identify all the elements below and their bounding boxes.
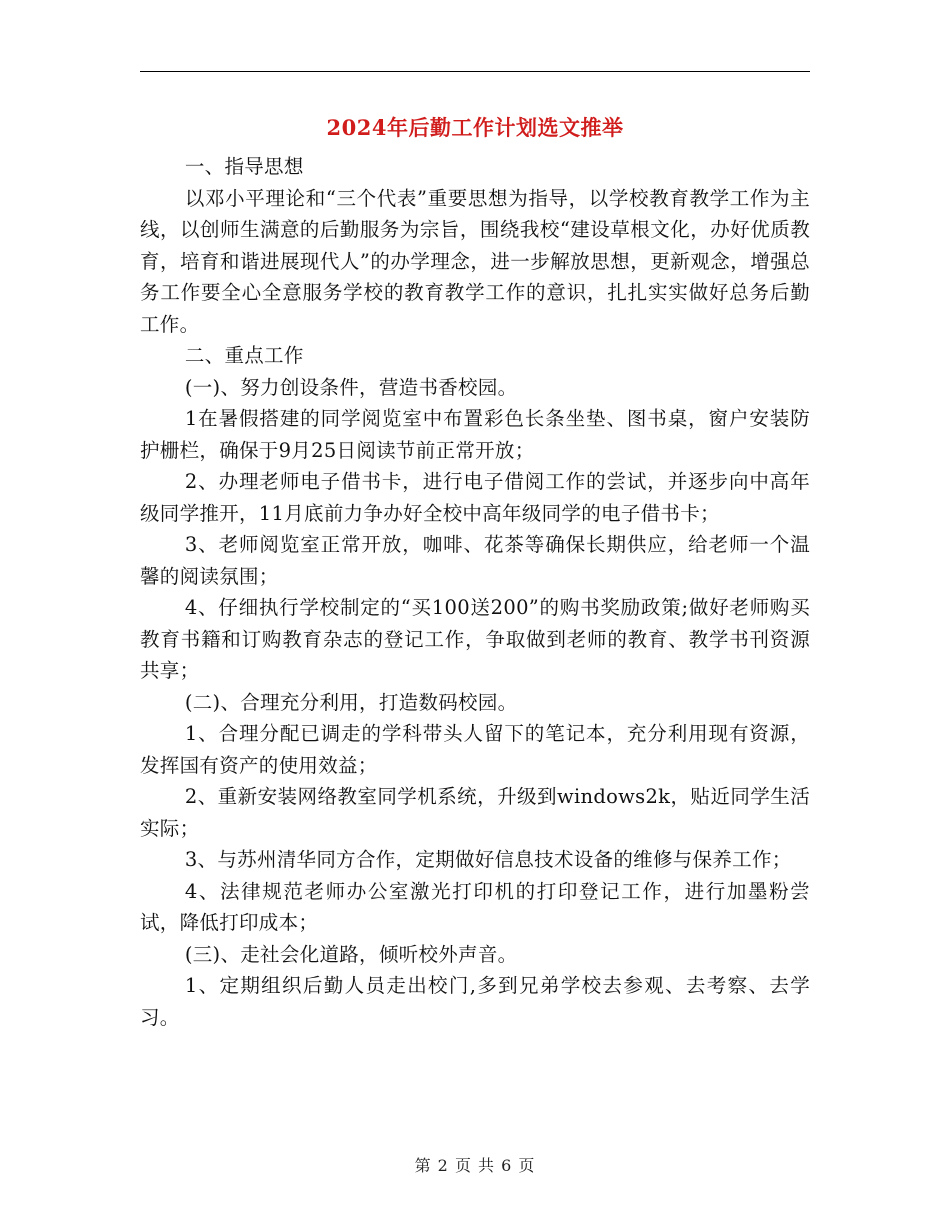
list-item: 4、法律规范老师办公室激光打印机的打印登记工作，进行加墨粉尝试，降低打印成本；	[140, 879, 810, 934]
subsection-heading-2: (二)、合理充分利用，打造数码校园。	[184, 690, 518, 714]
list-item: 2、重新安装网络教室同学机系统，升级到windows2k，贴近同学生活实际；	[140, 785, 810, 840]
subsection-heading-1: (一)、努力创设条件，营造书香校园。	[184, 375, 518, 399]
document-title: 2024年后勤工作计划选文推举	[326, 115, 624, 140]
section-heading-2: 二、重点工作	[184, 344, 304, 367]
list-item: 1、合理分配已调走的学科带头人留下的笔记本，充分利用现有资源，发挥国有资产的使用效益；	[140, 722, 810, 777]
page-number: 第 2 页 共 6 页	[414, 1156, 536, 1175]
header-rule	[140, 71, 810, 72]
list-item: 1在暑假搭建的同学阅览室中布置彩色长条坐垫、图书桌，窗户安装防护栅栏，确保于9月25日阅读节前正常开放；	[140, 407, 810, 462]
list-item: 2、办理老师电子借书卡，进行电子借阅工作的尝试，并逐步向中高年级同学推开，11月底前力争办好全校中高年级同学的电子借书卡；	[140, 470, 810, 525]
list-item: 4、仔细执行学校制定的“买100送200”的购书奖励政策;做好老师购买教育书籍和订购教育杂志的登记工作，争取做到老师的教育、教学书刊资源共享；	[140, 596, 810, 682]
list-item: 1、定期组织后勤人员走出校门,多到兄弟学校去参观、去考察、去学习。	[140, 974, 810, 1029]
list-item: 3、老师阅览室正常开放，咖啡、花茶等确保长期供应，给老师一个温馨的阅读氛围；	[140, 533, 810, 588]
paragraph-guiding-ideology: 以邓小平理论和“三个代表”重要思想为指导，以学校教育教学工作为主线，以创师生满意的后勤服务为宗旨，围绕我校“建设草根文化，办好优质教育，培育和谐进展现代人”的办学理念，进一步解放思想，更新观念，增强总务工作要全心全意服务学校的教育教学工作的意识，扎扎实实做好总务后勤工作。	[140, 186, 810, 336]
section-heading-1: 一、指导思想	[184, 155, 304, 178]
list-item: 3、与苏州清华同方合作，定期做好信息技术设备的维修与保养工作；	[184, 848, 792, 871]
document-body	[140, 151, 810, 1033]
subsection-heading-3: (三)、走社会化道路，倾听校外声音。	[184, 942, 518, 966]
